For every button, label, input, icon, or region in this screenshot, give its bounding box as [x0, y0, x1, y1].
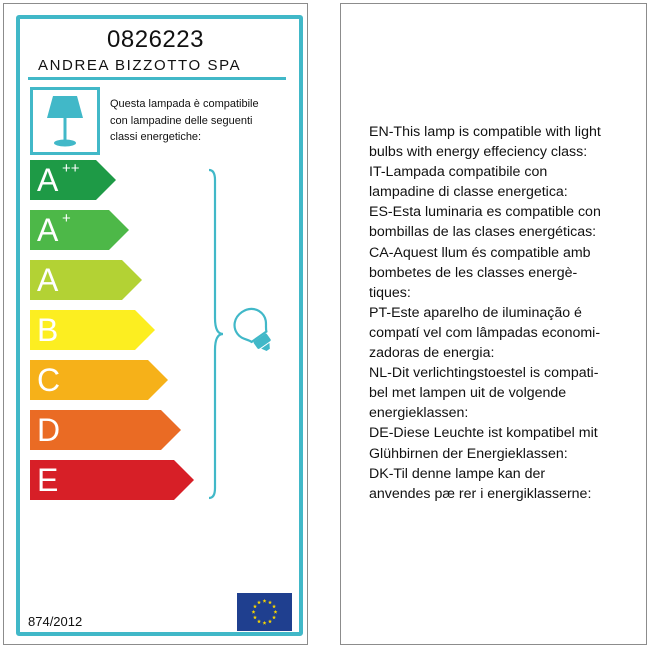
translation-line: EN-This lamp is compatible with light [369, 124, 601, 140]
energy-class-band [30, 460, 194, 500]
brand-name: ANDREA BIZZOTTO SPA [38, 57, 242, 74]
translation-line: zadoras de energia: [369, 345, 495, 362]
energy-class-band [30, 310, 155, 350]
translation-line: bombillas de las clases energéticas: [369, 224, 597, 241]
energy-class-letter: B [37, 312, 59, 348]
energy-class-band [30, 360, 168, 400]
energy-class-band [30, 160, 116, 200]
energy-class-letter: A [37, 262, 59, 298]
translation-line: DE-Diese Leuchte ist kompatibel mit [369, 425, 598, 442]
table-lamp-icon [30, 87, 100, 155]
translation-line: tiques: [369, 284, 411, 301]
translation-line: NL-Dit verlichtingstoestel is compati- [369, 365, 599, 382]
translation-line: bombetes de les classes energè- [369, 264, 578, 281]
header-divider [28, 77, 286, 80]
energy-class-letter: C [37, 362, 61, 398]
energy-class-band [30, 260, 142, 300]
brace-bracket [207, 168, 225, 500]
energy-class-superscript: + [62, 210, 71, 227]
info-line: Questa lampada è compatibile [110, 98, 259, 110]
translation-line: ES-Esta luminaria es compatible con [369, 204, 601, 221]
translation-line: IT-Lampada compatibile con [369, 164, 548, 181]
info-line: classi energetiche: [110, 131, 202, 143]
energy-class-letter: E [37, 462, 59, 498]
translation-line: anvendes pæ rer i energiklasserne: [369, 485, 592, 502]
translation-line: bel met lampen uit de volgende [369, 385, 567, 402]
translation-line: CA-Aquest llum és compatible amb [369, 244, 591, 261]
italian-compatibility-text [110, 96, 295, 146]
energy-class-superscript: ++ [62, 160, 80, 177]
energy-class-letter: A [37, 162, 59, 198]
translation-line: PT-Este aparelho de iluminação é [369, 304, 582, 321]
translations-text [369, 122, 637, 504]
energy-class-letter: A [37, 212, 59, 248]
product-code: 0826223 [107, 26, 204, 53]
energy-class-letter: D [37, 412, 61, 448]
translation-line: DK-Til denne lampe kan der [369, 465, 546, 482]
translation-line: bulbs with energy effeciency class: [369, 144, 588, 161]
translation-line: compatí vel com lâmpadas economi- [369, 324, 601, 341]
energy-class-band [30, 210, 129, 250]
energy-label-card [3, 3, 308, 645]
translation-line: lampadine di classe energetica: [369, 184, 568, 201]
regulation-number: 874/2012 [28, 614, 83, 629]
energy-class-band [30, 410, 181, 450]
light-bulb-icon [232, 304, 278, 358]
translation-line: energieklassen: [369, 405, 469, 422]
translation-line: Glühbirnen der Energieklassen: [369, 445, 568, 462]
eu-flag-icon [237, 593, 292, 631]
info-line: con lampadine delle seguenti [110, 114, 253, 127]
